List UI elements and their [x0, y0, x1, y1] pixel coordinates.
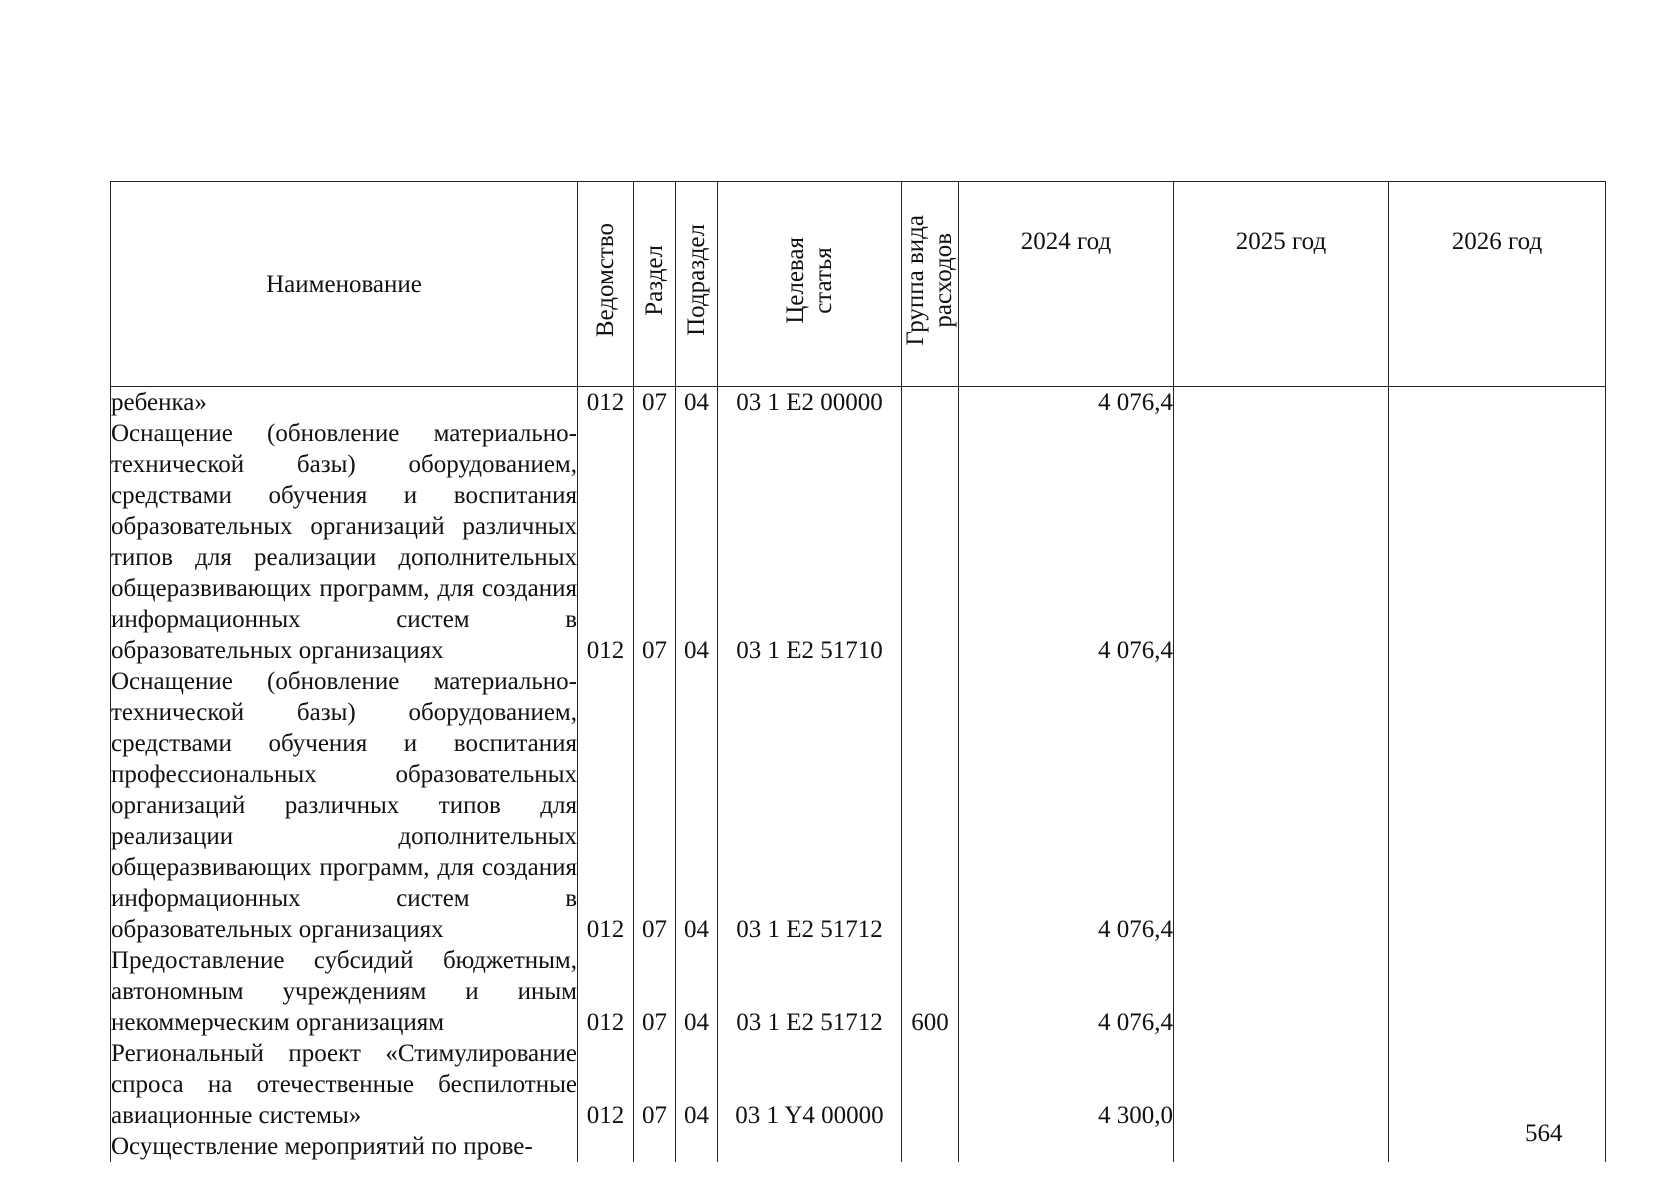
row-department: 012: [578, 1038, 634, 1131]
row-2024: [959, 1131, 1174, 1162]
header-2024: 2024 год: [959, 182, 1174, 387]
row-expense-group: 600: [902, 945, 959, 1038]
table-row: [111, 666, 1606, 945]
header-row: [111, 182, 1606, 387]
row-2025: [1174, 387, 1389, 419]
row-2024: 4 076,4: [959, 945, 1174, 1038]
row-expense-group: [902, 1131, 959, 1162]
header-target: Целевая статья: [718, 182, 902, 387]
row-expense-group: [902, 387, 959, 419]
row-target: 03 1 E2 51710: [718, 418, 902, 666]
row-name: Осуществление мероприятий по прове-: [111, 1131, 578, 1162]
table-row: [111, 418, 1606, 666]
header-subsection: Подраздел: [676, 182, 718, 387]
row-department: [578, 1131, 634, 1162]
row-2026: [1389, 666, 1606, 945]
row-expense-group: [902, 418, 959, 666]
row-target: 03 1 E2 00000: [718, 387, 902, 419]
row-2024: 4 076,4: [959, 387, 1174, 419]
budget-table: [110, 181, 1606, 1162]
row-subsection: 04: [676, 1038, 718, 1131]
row-section: 07: [634, 945, 676, 1038]
table-row: [111, 1038, 1606, 1131]
row-2025: [1174, 945, 1389, 1038]
row-section: 07: [634, 666, 676, 945]
page-number: 564: [1525, 1120, 1563, 1147]
row-department: 012: [578, 945, 634, 1038]
row-2024: 4 300,0: [959, 1038, 1174, 1131]
row-name: ребенка»: [111, 387, 578, 419]
row-2026: [1389, 1038, 1606, 1131]
row-target: 03 1 Y4 00000: [718, 1038, 902, 1131]
row-2025: [1174, 418, 1389, 666]
row-section: [634, 1131, 676, 1162]
row-2026: [1389, 945, 1606, 1038]
row-target: [718, 1131, 902, 1162]
row-2026: [1389, 418, 1606, 666]
row-subsection: 04: [676, 945, 718, 1038]
row-2026: [1389, 1131, 1606, 1162]
row-2025: [1174, 1038, 1389, 1131]
row-name: Предоставление субсидий бюджетным, автономным учреждениям и иным некоммерческим организациям: [111, 947, 577, 1036]
row-2025: [1174, 666, 1389, 945]
table-row: [111, 945, 1606, 1038]
row-name: Региональный проект «Стимулирование спроса на отечественные беспилотные авиационные системы»: [111, 1040, 577, 1129]
header-department: Ведомство: [578, 182, 634, 387]
table-row: [111, 387, 1606, 419]
row-2026: [1389, 387, 1606, 419]
header-2025: 2025 год: [1174, 182, 1389, 387]
row-subsection: 04: [676, 418, 718, 666]
table-row: [111, 1131, 1606, 1162]
row-expense-group: [902, 666, 959, 945]
row-section: 07: [634, 1038, 676, 1131]
row-subsection: 04: [676, 387, 718, 419]
row-department: 012: [578, 666, 634, 945]
row-target: 03 1 E2 51712: [718, 666, 902, 945]
row-2024: 4 076,4: [959, 666, 1174, 945]
row-department: 012: [578, 387, 634, 419]
row-2024: 4 076,4: [959, 418, 1174, 666]
row-section: 07: [634, 387, 676, 419]
header-2026: 2026 год: [1389, 182, 1606, 387]
row-department: 012: [578, 418, 634, 666]
row-subsection: 04: [676, 666, 718, 945]
row-name: Оснащение (обновление материально-технической базы) оборудованием, средствами обучения и воспитания образовательных организаций различных типов для реализации дополнительных общеразвивающих программ, для создания информационных систем в образовательных организациях: [111, 420, 577, 664]
header-name: Наименование: [111, 182, 578, 387]
row-2025: [1174, 1131, 1389, 1162]
row-section: 07: [634, 418, 676, 666]
row-target: 03 1 E2 51712: [718, 945, 902, 1038]
row-name: Оснащение (обновление материально-технической базы) оборудованием, средствами обучения и воспитания профессиональных образовательных организаций различных типов для реализации дополнительных общеразвивающих программ, для создания информационных систем в образовательных организациях: [111, 668, 577, 943]
header-section: Раздел: [634, 182, 676, 387]
header-expense-group: Группа вида расходов: [902, 182, 959, 387]
row-subsection: [676, 1131, 718, 1162]
row-expense-group: [902, 1038, 959, 1131]
